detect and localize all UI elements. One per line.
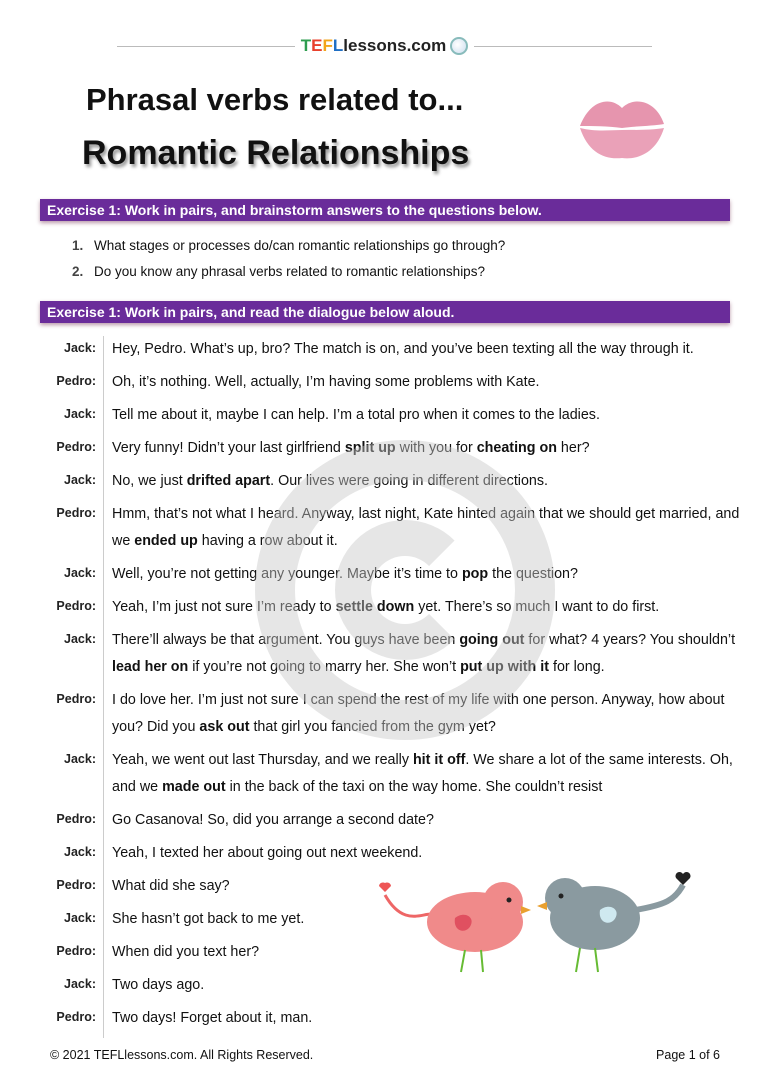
title-line-2: Romantic Relationships [82, 134, 470, 172]
logo-t: T [300, 36, 312, 55]
lips-icon [576, 92, 668, 162]
dialogue-text: Well, you’re not getting any younger. Maybe it’s time to pop the question? [103, 561, 740, 594]
birds-illustration [375, 870, 700, 980]
speaker-name: Jack: [64, 911, 96, 925]
exercise-2-heading: Exercise 1: Work in pairs, and read the dialogue below aloud. [40, 301, 730, 323]
copyright: © 2021 TEFLlessons.com. All Rights Reserved. [50, 1048, 314, 1062]
logo-e: E [311, 36, 323, 55]
speaker-name: Pedro: [56, 692, 96, 706]
logo-f: F [322, 36, 333, 55]
dialogue-text: Oh, it’s nothing. Well, actually, I’m having some problems with Kate. [103, 369, 740, 402]
dialogue-line [40, 435, 740, 468]
dialogue-text: When did you text her? [103, 939, 740, 972]
question-1 [72, 238, 505, 253]
speaker-name: Jack: [64, 407, 96, 421]
dialogue-line [40, 369, 740, 402]
question-number: 1. [72, 238, 84, 253]
speaker-name: Jack: [64, 977, 96, 991]
speaker-name: Jack: [64, 473, 96, 487]
dialogue-text: Hey, Pedro. What’s up, bro? The match is on, and you’ve been texting all the way through it. [103, 336, 740, 369]
dialogue-line [40, 840, 740, 873]
dialogue-text: Two days! Forget about it, man. [103, 1005, 740, 1038]
speaker-name: Jack: [64, 845, 96, 859]
speaker-name: Pedro: [56, 599, 96, 613]
dialogue-text: She hasn’t got back to me yet. [103, 906, 740, 939]
exercise-1-heading: Exercise 1: Work in pairs, and brainstorm answers to the questions below. [40, 199, 730, 221]
question-text: What stages or processes do/can romantic relationships go through? [94, 238, 506, 253]
dialogue-line [40, 747, 740, 807]
dialogue-line [40, 501, 740, 561]
speaker-name: Jack: [64, 632, 96, 646]
dialogue-line [40, 594, 740, 627]
dialogue-text: There’ll always be that argument. You guys have been going out for what? 4 years? You shouldn’t lead her on if you’re not going to marry her. She won’t put up with it for long. [103, 627, 740, 687]
dialogue-text: Very funny! Didn’t your last girlfriend split up with you for cheating on her? [103, 435, 740, 468]
page-number: Page 1 of 6 [656, 1048, 720, 1062]
dialogue-line [40, 561, 740, 594]
dialogue-line [40, 807, 740, 840]
question-2 [72, 264, 485, 279]
speaker-name: Jack: [64, 566, 96, 580]
dialogue-text: Tell me about it, maybe I can help. I’m a total pro when it comes to the ladies. [103, 402, 740, 435]
speaker-name: Jack: [64, 752, 96, 766]
dialogue-text: Hmm, that’s not what I heard. Anyway, last night, Kate hinted again that we should get married, and we ended up having a row about it. [103, 501, 740, 561]
speaker-name: Pedro: [56, 878, 96, 892]
dialogue-line [40, 402, 740, 435]
dialogue-line [40, 1005, 740, 1038]
speaker-name: Pedro: [56, 440, 96, 454]
speaker-name: Pedro: [56, 812, 96, 826]
speaker-name: Jack: [64, 341, 96, 355]
dialogue-text: Yeah, I texted her about going out next weekend. [103, 840, 740, 873]
dialogue-text: No, we just drifted apart. Our lives were going in different directions. [103, 468, 740, 501]
dialogue-line [40, 468, 740, 501]
question-text: Do you know any phrasal verbs related to romantic relationships? [94, 264, 485, 279]
globe-icon [450, 37, 468, 55]
divider [117, 46, 295, 47]
logo-text: lessons.com [343, 36, 447, 55]
dialogue-text: Yeah, I’m just not sure I’m ready to settle down yet. There’s so much I want to do first. [103, 594, 740, 627]
dialogue-line [40, 627, 740, 687]
speaker-name: Pedro: [56, 374, 96, 388]
dialogue-text: Two days ago. [103, 972, 740, 1005]
logo [295, 36, 475, 56]
site-header [117, 36, 652, 56]
speaker-name: Pedro: [56, 944, 96, 958]
speaker-name: Pedro: [56, 1010, 96, 1024]
dialogue-text: Yeah, we went out last Thursday, and we really hit it off. We share a lot of the same interests. Oh, and we made out in the back of the taxi on the way home. She couldn’t resist [103, 747, 740, 807]
divider [474, 46, 652, 47]
question-number: 2. [72, 264, 84, 279]
speaker-name: Pedro: [56, 506, 96, 520]
dialogue-text: I do love her. I’m just not sure I can spend the rest of my life with one person. Anyway, how about you? Did you ask out that girl you fancied from the gym yet? [103, 687, 740, 747]
dialogue-line [40, 336, 740, 369]
dialogue-text: Go Casanova! So, did you arrange a second date? [103, 807, 740, 840]
title-line-1: Phrasal verbs related to... [86, 82, 464, 117]
logo-l: L [332, 36, 344, 55]
dialogue-text: What did she say? [103, 873, 740, 906]
dialogue-line [40, 687, 740, 747]
